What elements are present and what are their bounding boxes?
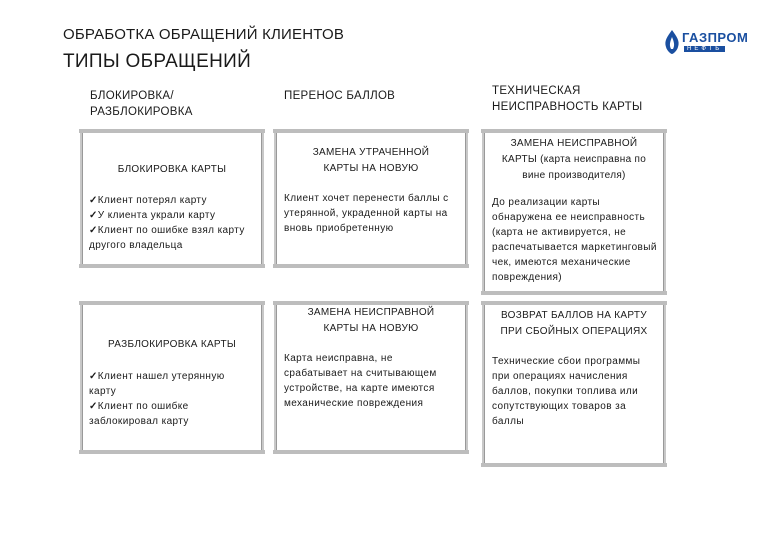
logo-name: ГАЗПРОМ (682, 30, 749, 45)
manufacturer-defect-box (484, 133, 664, 291)
lost-card-title: ЗАМЕНА УТРАЧЕННОЙ КАРТЫ НА НОВУЮ (312, 147, 430, 174)
card-unblock-title: РАЗБЛОКИРОВКА КАРТЫ (107, 339, 237, 350)
card-unblock-list (89, 369, 255, 429)
list-item: ✓ Клиент потерял карту (89, 193, 255, 208)
manufacturer-defect-title: ЗАМЕНА НЕИСПРАВНОЙ КАРТЫ (карта неисправна по вине производителя) (501, 138, 647, 181)
card-block-title: БЛОКИРОВКА КАРТЫ (117, 164, 227, 175)
list-item: ✓ Клиент по ошибке взял карту другого владельца (89, 223, 255, 253)
column-heading-block: БЛОКИРОВКА/ РАЗБЛОКИРОВКА (90, 90, 193, 118)
points-refund-box (484, 305, 664, 463)
lost-card-box (276, 133, 466, 264)
list-item: ✓ У клиента украли карту (89, 208, 255, 223)
faulty-card-text: Карта неисправна, не срабатывает на считывающем устройстве, на карте имеются механические повреждения (284, 353, 437, 409)
company-logo (663, 27, 749, 57)
column-heading-tech: ТЕХНИЧЕСКАЯ НЕИСПРАВНОСТЬ КАРТЫ (492, 85, 643, 113)
faulty-card-box (276, 305, 466, 450)
points-refund-title: ВОЗВРАТ БАЛЛОВ НА КАРТУ ПРИ СБОЙНЫХ ОПЕРАЦИЯХ (500, 310, 648, 337)
column-heading-transfer: ПЕРЕНОС БАЛЛОВ (284, 90, 396, 102)
card-block-box (82, 133, 262, 264)
list-item: ✓ Клиент нашел утерянную карту (89, 369, 255, 399)
card-unblock-box (82, 305, 262, 450)
lost-card-text: Клиент хочет перенести баллы с утерянной, украденной карты на вновь приобретенную (284, 193, 449, 234)
page-subtitle: ТИПЫ ОБРАЩЕНИЙ (63, 51, 252, 72)
page-title: ОБРАБОТКА ОБРАЩЕНИЙ КЛИЕНТОВ (63, 26, 345, 43)
flame-icon (663, 29, 681, 55)
card-block-list (89, 193, 255, 253)
list-item: ✓ Клиент по ошибке заблокировал карту (89, 399, 255, 429)
points-refund-text: Технические сбои программы при операциях начисления баллов, покупки топлива или сопутствующих товаров за баллы (492, 356, 641, 427)
faulty-card-title: ЗАМЕНА НЕИСПРАВНОЙ КАРТЫ НА НОВУЮ (307, 307, 435, 334)
manufacturer-defect-text: До реализации карты обнаружена ее неисправность (карта не активируется, не распечатывается маркетинговый чек, имеются механические повреждения) (492, 197, 657, 283)
logo-sub: НЕФТЬ (684, 46, 725, 52)
